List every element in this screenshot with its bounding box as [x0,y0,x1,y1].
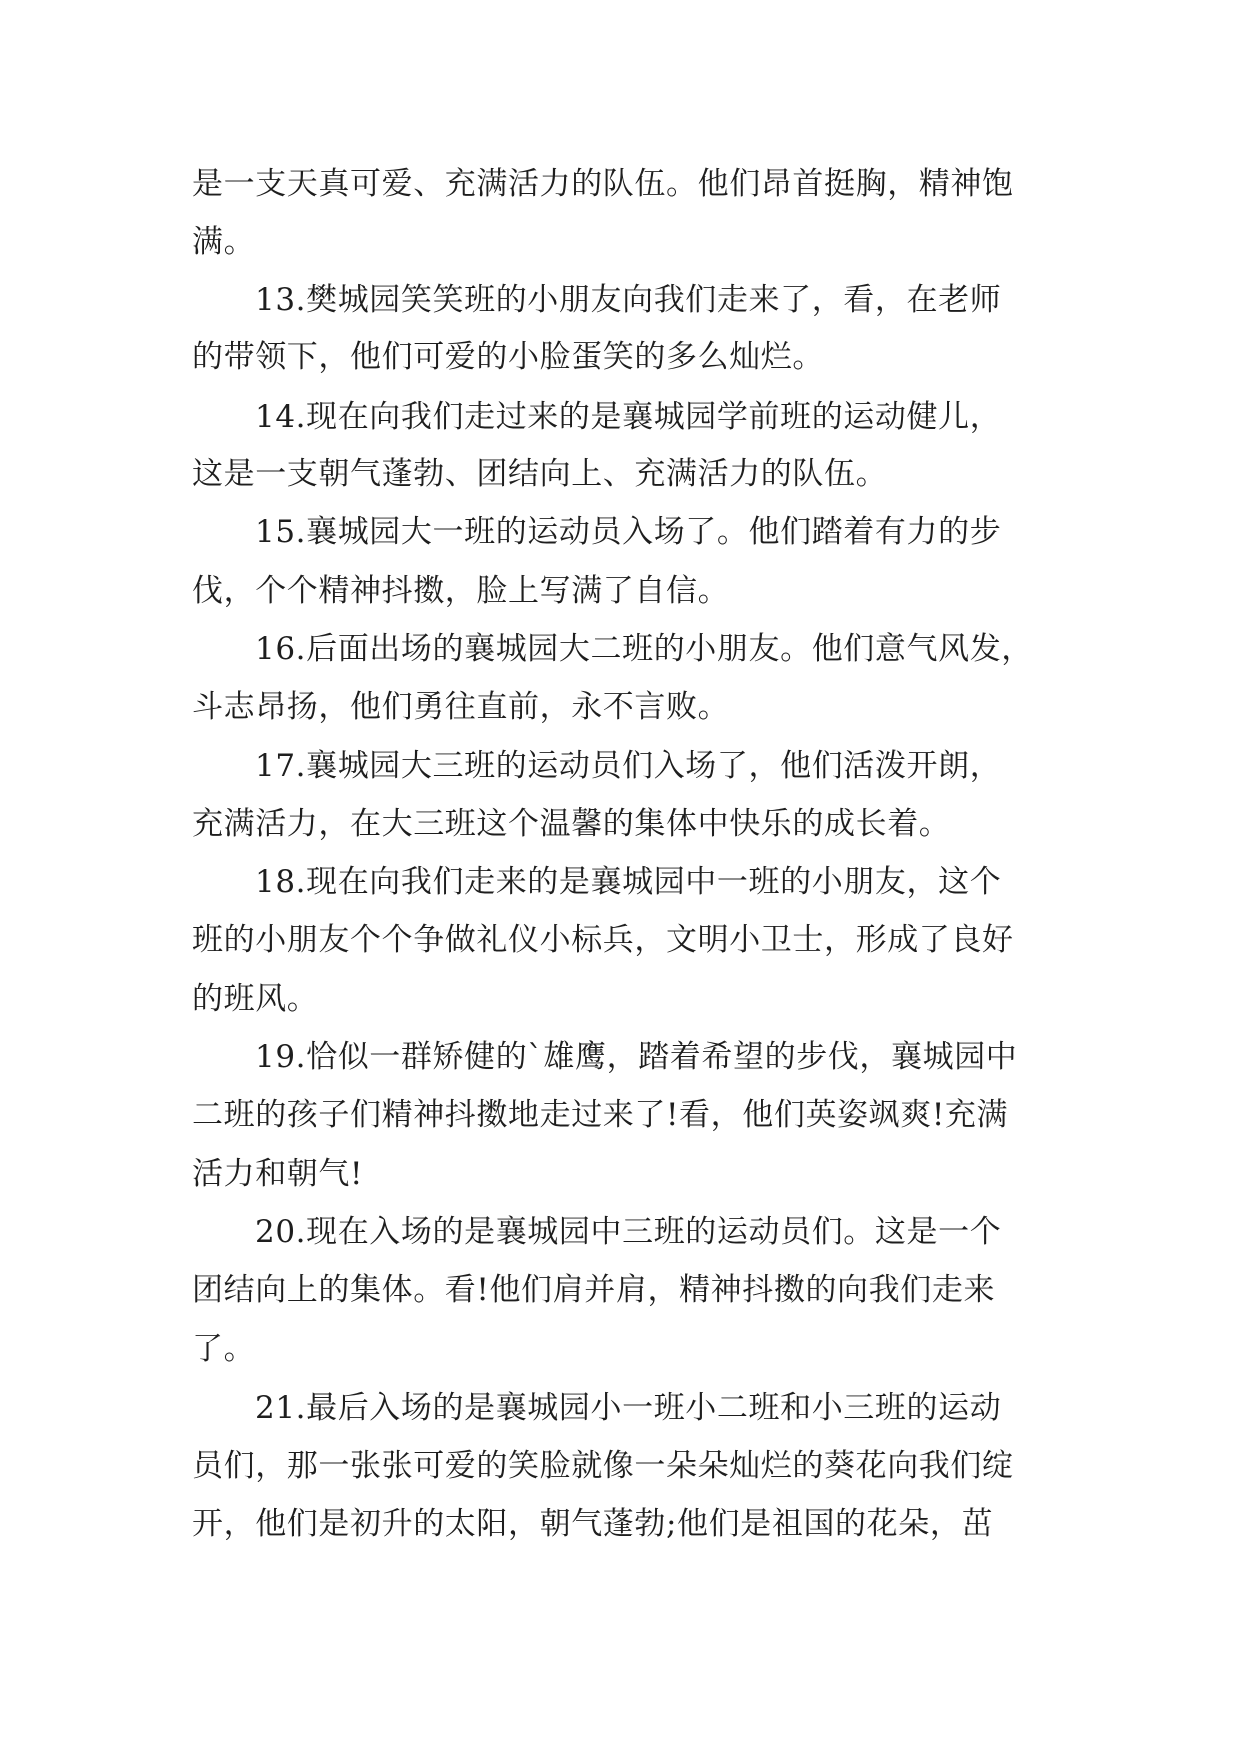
text-line: 是一支天真可爱、充满活力的队伍。他们昂首挺胸，精神饱 [192,166,1014,202]
list-item-15-line-2: 伐，个个精神抖擞，脸上写满了自信。 [192,573,730,609]
list-item-18-line-2: 班的小朋友个个争做礼仪小标兵，文明小卫士，形成了良好 [192,922,1014,958]
list-item-15-line-1: 15.襄城园大一班的运动员入场了。他们踏着有力的步 [255,514,1002,550]
text-line: 满。 [192,224,256,260]
list-item-16-line-1: 16.后面出场的襄城园大二班的小朋友。他们意气风发， [255,631,1033,667]
list-item-18-line-1: 18.现在向我们走来的是襄城园中一班的小朋友，这个 [255,864,1002,900]
list-item-17-line-2: 充满活力，在大三班这个温馨的集体中快乐的成长着。 [192,806,951,842]
list-item-14-line-2: 这是一支朝气蓬勃、团结向上、充满活力的队伍。 [192,456,888,492]
list-item-21-line-3: 开，他们是初升的太阳，朝气蓬勃;他们是祖国的花朵，茁 [192,1506,994,1542]
list-item-13-line-2: 的带领下，他们可爱的小脸蛋笑的多么灿烂。 [192,339,824,375]
list-item-19-line-3: 活力和朝气! [192,1156,364,1192]
list-item-13-line-1: 13.樊城园笑笑班的小朋友向我们走来了，看，在老师 [255,282,1002,318]
list-item-18-line-3: 的班风。 [192,981,319,1017]
list-item-21-line-1: 21.最后入场的是襄城园小一班小二班和小三班的运动 [255,1390,1002,1426]
list-item-19-line-2: 二班的孩子们精神抖擞地走过来了!看，他们英姿飒爽!充满 [192,1097,1009,1133]
list-item-20-line-2: 团结向上的集体。看!他们肩并肩，精神抖擞的向我们走来 [192,1272,996,1308]
list-item-16-line-2: 斗志昂扬，他们勇往直前，永不言败。 [192,689,730,725]
list-item-21-line-2: 员们，那一张张可爱的笑脸就像一朵朵灿烂的葵花向我们绽 [192,1448,1014,1484]
list-item-14-line-1: 14.现在向我们走过来的是襄城园学前班的运动健儿， [255,399,1002,435]
list-item-20-line-3: 了。 [192,1331,256,1367]
list-item-19-line-1: 19.恰似一群矫健的`雄鹰，踏着希望的步伐，襄城园中 [255,1039,1018,1075]
list-item-17-line-1: 17.襄城园大三班的运动员们入场了，他们活泼开朗， [255,748,1002,784]
list-item-20-line-1: 20.现在入场的是襄城园中三班的运动员们。这是一个 [255,1214,1002,1250]
